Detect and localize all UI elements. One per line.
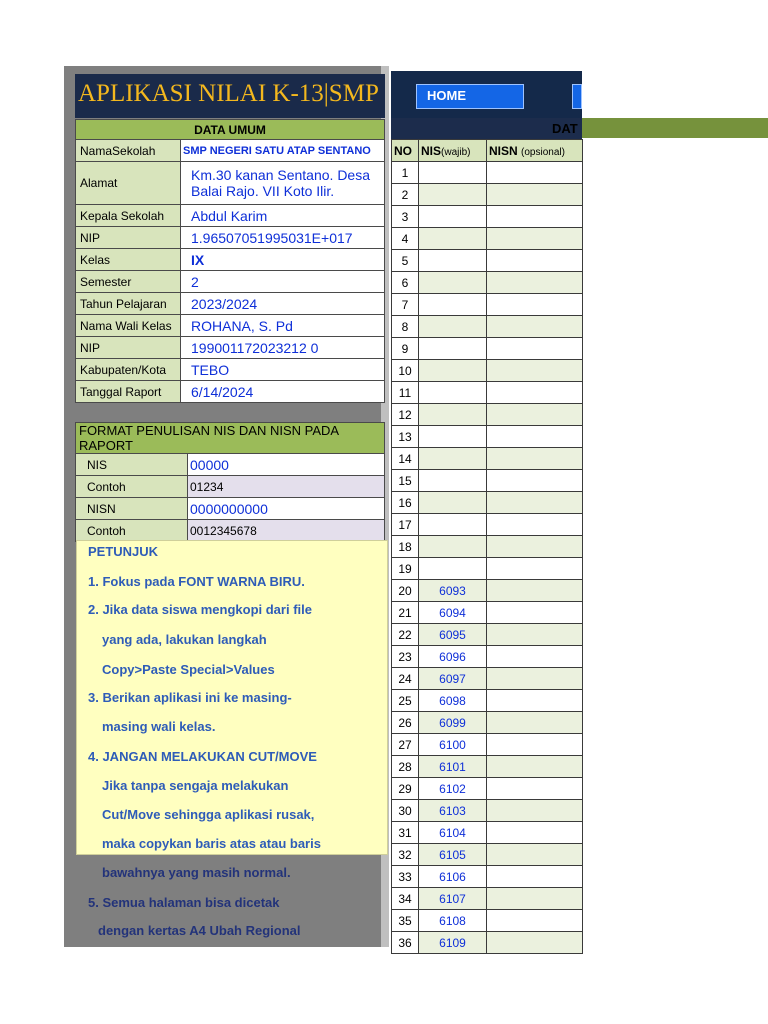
table-row bbox=[392, 822, 583, 844]
table-row bbox=[392, 316, 583, 338]
row-number: 21 bbox=[392, 602, 419, 624]
siswa-table bbox=[391, 139, 583, 954]
table-row bbox=[392, 932, 583, 954]
nisn-cell[interactable] bbox=[487, 492, 583, 514]
nis-cell[interactable] bbox=[419, 228, 487, 250]
nis-cell[interactable]: 6093 bbox=[419, 580, 487, 602]
siswa-section-title: DAT bbox=[552, 121, 578, 136]
label-nis: NIS bbox=[76, 454, 188, 476]
nis-cell[interactable] bbox=[419, 448, 487, 470]
petunjuk-line: 1. Fokus pada FONT WARNA BIRU. bbox=[88, 574, 305, 589]
nisn-cell[interactable] bbox=[487, 360, 583, 382]
nis-cell[interactable] bbox=[419, 514, 487, 536]
row-number: 28 bbox=[392, 756, 419, 778]
petunjuk-line: Cut/Move sehingga aplikasi rusak, bbox=[102, 807, 315, 822]
nis-cell[interactable]: 6108 bbox=[419, 910, 487, 932]
row-number: 17 bbox=[392, 514, 419, 536]
petunjuk-line: yang ada, lakukan langkah bbox=[102, 632, 267, 647]
app-title: APLIKASI NILAI K-13|SMP bbox=[78, 80, 379, 107]
petunjuk-line: maka copykan baris atas atau baris bbox=[102, 836, 321, 851]
nisn-cell[interactable] bbox=[487, 800, 583, 822]
home-button[interactable]: HOME bbox=[416, 84, 524, 109]
nisn-cell[interactable] bbox=[487, 624, 583, 646]
row-number: 16 bbox=[392, 492, 419, 514]
table-row bbox=[392, 492, 583, 514]
row-number: 12 bbox=[392, 404, 419, 426]
col-header-no: NO bbox=[392, 140, 419, 162]
row-number: 19 bbox=[392, 558, 419, 580]
petunjuk-line: 2. Jika data siswa mengkopi dari file bbox=[88, 602, 312, 617]
row-number: 13 bbox=[392, 426, 419, 448]
table-row bbox=[392, 536, 583, 558]
row-number: 2 bbox=[392, 184, 419, 206]
format-nis-header: FORMAT PENULISAN NIS DAN NISN PADA RAPORT bbox=[76, 423, 385, 454]
value-nama-sekolah[interactable]: SMP NEGERI SATU ATAP SENTANO bbox=[181, 140, 385, 162]
col-header-nis: NIS(wajib) bbox=[419, 140, 487, 162]
nis-cell[interactable] bbox=[419, 404, 487, 426]
nisn-cell[interactable] bbox=[487, 602, 583, 624]
label-contoh-nisn: Contoh bbox=[76, 520, 188, 542]
label-wali-kelas: Nama Wali Kelas bbox=[76, 315, 181, 337]
row-number: 31 bbox=[392, 822, 419, 844]
label-kepala-sekolah: Kepala Sekolah bbox=[76, 205, 181, 227]
nisn-cell[interactable] bbox=[487, 536, 583, 558]
nis-cell[interactable]: 6103 bbox=[419, 800, 487, 822]
row-number: 7 bbox=[392, 294, 419, 316]
nisn-cell[interactable] bbox=[487, 558, 583, 580]
value-alamat[interactable]: Km.30 kanan Sentano. Desa Balai Rajo. VII Koto Ilir. bbox=[181, 162, 385, 205]
value-nis-format[interactable]: 00000 bbox=[188, 454, 385, 476]
nis-cell[interactable] bbox=[419, 360, 487, 382]
nisn-cell[interactable] bbox=[487, 690, 583, 712]
nis-cell[interactable] bbox=[419, 492, 487, 514]
nisn-cell[interactable] bbox=[487, 470, 583, 492]
table-row bbox=[392, 514, 583, 536]
olive-header-band bbox=[582, 118, 768, 138]
table-row bbox=[392, 580, 583, 602]
label-tahun-pelajaran: Tahun Pelajaran bbox=[76, 293, 181, 315]
petunjuk-line: Jika tanpa sengaja melakukan bbox=[102, 778, 289, 793]
label-kelas: Kelas bbox=[76, 249, 181, 271]
value-wali-kelas[interactable]: ROHANA, S. Pd bbox=[181, 315, 385, 337]
row-number: 27 bbox=[392, 734, 419, 756]
row-number: 30 bbox=[392, 800, 419, 822]
nisn-cell[interactable] bbox=[487, 316, 583, 338]
nisn-cell[interactable] bbox=[487, 888, 583, 910]
value-semester[interactable]: 2 bbox=[181, 271, 385, 293]
table-row bbox=[392, 228, 583, 250]
table-row bbox=[392, 206, 583, 228]
data-umum-table bbox=[75, 119, 385, 403]
nis-cell[interactable]: 6094 bbox=[419, 602, 487, 624]
format-nis-table bbox=[75, 422, 385, 542]
row-number: 9 bbox=[392, 338, 419, 360]
row-number: 32 bbox=[392, 844, 419, 866]
nis-cell[interactable] bbox=[419, 558, 487, 580]
label-tanggal-raport: Tanggal Raport bbox=[76, 381, 181, 403]
row-number: 6 bbox=[392, 272, 419, 294]
row-number: 15 bbox=[392, 470, 419, 492]
table-row bbox=[392, 910, 583, 932]
nis-cell[interactable]: 6105 bbox=[419, 844, 487, 866]
nisn-cell[interactable] bbox=[487, 668, 583, 690]
table-row bbox=[392, 778, 583, 800]
row-number: 26 bbox=[392, 712, 419, 734]
value-contoh-nisn: 0012345678 bbox=[188, 520, 385, 542]
nisn-cell[interactable] bbox=[487, 184, 583, 206]
nis-cell[interactable]: 6102 bbox=[419, 778, 487, 800]
label-nama-sekolah: NamaSekolah bbox=[76, 140, 181, 162]
nisn-cell[interactable] bbox=[487, 294, 583, 316]
nisn-cell[interactable] bbox=[487, 272, 583, 294]
row-number: 29 bbox=[392, 778, 419, 800]
label-semester: Semester bbox=[76, 271, 181, 293]
row-number: 11 bbox=[392, 382, 419, 404]
table-row bbox=[392, 866, 583, 888]
nis-cell[interactable]: 6101 bbox=[419, 756, 487, 778]
table-row bbox=[392, 272, 583, 294]
row-number: 18 bbox=[392, 536, 419, 558]
label-nip-kepala: NIP bbox=[76, 227, 181, 249]
data-umum-header: DATA UMUM bbox=[76, 120, 385, 140]
nav-button-partial[interactable] bbox=[572, 84, 582, 109]
petunjuk-line: bawahnya yang masih normal. bbox=[102, 865, 291, 880]
nisn-cell[interactable] bbox=[487, 646, 583, 668]
table-row bbox=[392, 360, 583, 382]
row-number: 4 bbox=[392, 228, 419, 250]
nisn-cell[interactable] bbox=[487, 822, 583, 844]
nisn-cell[interactable] bbox=[487, 404, 583, 426]
value-contoh-nis: 01234 bbox=[188, 476, 385, 498]
nisn-cell[interactable] bbox=[487, 338, 583, 360]
value-kelas[interactable]: IX bbox=[181, 249, 385, 271]
nis-cell[interactable] bbox=[419, 338, 487, 360]
nis-cell[interactable]: 6095 bbox=[419, 624, 487, 646]
table-row bbox=[392, 184, 583, 206]
nisn-cell[interactable] bbox=[487, 514, 583, 536]
table-row bbox=[392, 844, 583, 866]
table-row bbox=[392, 404, 583, 426]
nis-cell[interactable] bbox=[419, 426, 487, 448]
table-row bbox=[392, 690, 583, 712]
petunjuk-line: masing wali kelas. bbox=[102, 719, 216, 734]
row-number: 36 bbox=[392, 932, 419, 954]
value-nip-kepala[interactable]: 1.96507051995031E+017 bbox=[181, 227, 385, 249]
nis-cell[interactable]: 6106 bbox=[419, 866, 487, 888]
petunjuk-line: dengan kertas A4 Ubah Regional bbox=[98, 923, 301, 938]
nisn-cell[interactable] bbox=[487, 426, 583, 448]
row-number: 34 bbox=[392, 888, 419, 910]
nis-cell[interactable]: 6099 bbox=[419, 712, 487, 734]
nisn-cell[interactable] bbox=[487, 250, 583, 272]
value-kepala-sekolah[interactable]: Abdul Karim bbox=[181, 205, 385, 227]
nisn-cell[interactable] bbox=[487, 448, 583, 470]
nisn-cell[interactable] bbox=[487, 756, 583, 778]
row-number: 1 bbox=[392, 162, 419, 184]
row-number: 22 bbox=[392, 624, 419, 646]
nis-cell[interactable]: 6109 bbox=[419, 932, 487, 954]
nisn-cell[interactable] bbox=[487, 228, 583, 250]
petunjuk-line: Copy>Paste Special>Values bbox=[102, 662, 275, 677]
value-nip-wali[interactable]: 199001172023212 0 bbox=[181, 337, 385, 359]
row-number: 3 bbox=[392, 206, 419, 228]
row-number: 24 bbox=[392, 668, 419, 690]
nisn-cell[interactable] bbox=[487, 932, 583, 954]
table-row bbox=[392, 448, 583, 470]
row-number: 25 bbox=[392, 690, 419, 712]
nis-cell[interactable] bbox=[419, 250, 487, 272]
value-nisn-format[interactable]: 0000000000 bbox=[188, 498, 385, 520]
nis-cell[interactable]: 6096 bbox=[419, 646, 487, 668]
nisn-cell[interactable] bbox=[487, 844, 583, 866]
nis-cell[interactable] bbox=[419, 470, 487, 492]
nisn-cell[interactable] bbox=[487, 734, 583, 756]
row-number: 33 bbox=[392, 866, 419, 888]
nisn-cell[interactable] bbox=[487, 866, 583, 888]
nis-cell[interactable]: 6107 bbox=[419, 888, 487, 910]
label-kabupaten: Kabupaten/Kota bbox=[76, 359, 181, 381]
table-row bbox=[392, 338, 583, 360]
siswa-table-body bbox=[392, 162, 583, 954]
table-row bbox=[392, 558, 583, 580]
nis-cell[interactable] bbox=[419, 536, 487, 558]
label-nisn: NISN bbox=[76, 498, 188, 520]
nis-cell[interactable]: 6098 bbox=[419, 690, 487, 712]
nisn-cell[interactable] bbox=[487, 712, 583, 734]
row-number: 5 bbox=[392, 250, 419, 272]
row-number: 10 bbox=[392, 360, 419, 382]
nis-cell[interactable] bbox=[419, 294, 487, 316]
nis-cell[interactable] bbox=[419, 162, 487, 184]
petunjuk-line: 5. Semua halaman bisa dicetak bbox=[88, 895, 280, 910]
table-row bbox=[392, 162, 583, 184]
nisn-cell[interactable] bbox=[487, 580, 583, 602]
value-tahun-pelajaran[interactable]: 2023/2024 bbox=[181, 293, 385, 315]
table-row bbox=[392, 382, 583, 404]
table-row bbox=[392, 470, 583, 492]
nis-cell[interactable] bbox=[419, 272, 487, 294]
row-number: 35 bbox=[392, 910, 419, 932]
table-row bbox=[392, 800, 583, 822]
petunjuk-line: 4. JANGAN MELAKUKAN CUT/MOVE bbox=[88, 749, 317, 764]
table-row bbox=[392, 294, 583, 316]
table-row bbox=[392, 250, 583, 272]
label-alamat: Alamat bbox=[76, 162, 181, 205]
table-row bbox=[392, 426, 583, 448]
nis-cell[interactable] bbox=[419, 206, 487, 228]
nisn-cell[interactable] bbox=[487, 162, 583, 184]
nisn-cell[interactable] bbox=[487, 382, 583, 404]
table-row bbox=[392, 646, 583, 668]
row-number: 14 bbox=[392, 448, 419, 470]
col-header-nisn: NISN (opsional) bbox=[487, 140, 583, 162]
label-contoh-nis: Contoh bbox=[76, 476, 188, 498]
row-number: 8 bbox=[392, 316, 419, 338]
table-row bbox=[392, 712, 583, 734]
table-row bbox=[392, 756, 583, 778]
nisn-cell[interactable] bbox=[487, 910, 583, 932]
nis-cell[interactable] bbox=[419, 184, 487, 206]
label-nip-wali: NIP bbox=[76, 337, 181, 359]
value-tanggal-raport[interactable]: 6/14/2024 bbox=[181, 381, 385, 403]
nis-cell[interactable] bbox=[419, 316, 487, 338]
nis-cell[interactable]: 6100 bbox=[419, 734, 487, 756]
nisn-cell[interactable] bbox=[487, 206, 583, 228]
nis-cell[interactable]: 6097 bbox=[419, 668, 487, 690]
value-kabupaten[interactable]: TEBO bbox=[181, 359, 385, 381]
petunjuk-line: 3. Berikan aplikasi ini ke masing- bbox=[88, 690, 292, 705]
table-row bbox=[392, 734, 583, 756]
nisn-cell[interactable] bbox=[487, 778, 583, 800]
nis-cell[interactable] bbox=[419, 382, 487, 404]
table-row bbox=[392, 888, 583, 910]
table-row bbox=[392, 624, 583, 646]
row-number: 20 bbox=[392, 580, 419, 602]
petunjuk-title: PETUNJUK bbox=[88, 544, 159, 559]
nis-cell[interactable]: 6104 bbox=[419, 822, 487, 844]
table-row bbox=[392, 668, 583, 690]
table-row bbox=[392, 602, 583, 624]
row-number: 23 bbox=[392, 646, 419, 668]
